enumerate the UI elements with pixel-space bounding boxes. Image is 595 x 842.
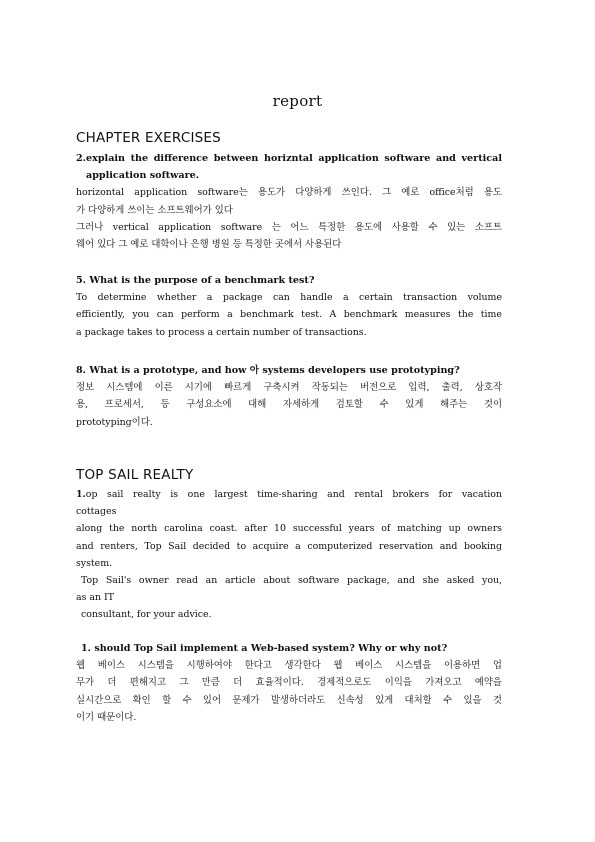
intro-line-5: system. <box>76 557 113 569</box>
top-sail-realty-heading: TOP SAIL REALTY <box>76 467 194 483</box>
question-5-block <box>76 272 502 341</box>
answer-2-line-1: horizontal application software는 용도가 다양하게 쓰인다. 그 예로 office처럼 용도 <box>76 187 502 199</box>
intro-line-1-text: op sail realty is one largest time-sharing and rental brokers for vacation <box>85 489 502 500</box>
answer-2-line-4: 웨어 있다 그 예로 대학이나 은행 병원 등 특정한 곳에서 사용된다 <box>76 239 342 251</box>
intro-line-7: as an IT <box>76 592 114 604</box>
top-sail-question-1-block <box>76 640 502 726</box>
intro-line-6: Top Sail's owner read an article about software package, and she asked you, <box>81 575 502 587</box>
question-2-block <box>76 150 502 253</box>
intro-line-8: consultant, for your advice. <box>81 609 212 621</box>
answer-2-line-2: 가 다양하게 쓰이는 소프트웨어가 있다 <box>76 204 233 216</box>
question-2-text-line-1: 2.explain the difference between horizntal application software and vertical <box>76 153 502 164</box>
intro-number: 1. <box>76 489 86 500</box>
question-5-text: 5. What is the purpose of a benchmark test? <box>76 275 315 286</box>
answer-8-line-2: 용, 프로세서, 등 구성요소에 대해 자세하게 검토할 수 있게 해주는 것이 <box>76 399 502 411</box>
top-sail-question-1-text: 1. should Top Sail implement a Web-based system? Why or why not? <box>81 643 448 654</box>
intro-line-1 <box>76 486 502 503</box>
chapter-exercises-heading: CHAPTER EXERCISES <box>76 130 221 146</box>
question-2-text-line-2: application software. <box>86 170 200 182</box>
top-sail-answer-1-line-4: 이기 때문이다. <box>76 711 137 723</box>
intro-line-2: cottages <box>76 506 117 518</box>
top-sail-answer-1-line-1: 웹 베이스 시스템을 시행하여야 한다고 생각한다 웹 베이스 시스템을 이용하면 업 <box>76 660 502 672</box>
question-8-block <box>76 362 502 431</box>
page-title: report <box>272 92 323 110</box>
top-sail-intro-block <box>76 486 502 624</box>
answer-8-line-3: prototyping이다. <box>76 416 153 428</box>
top-sail-answer-1-line-3: 실시간으로 확인 할 수 있어 문제가 발생하더라도 신속성 있게 대처할 수 있을 것 <box>76 694 502 706</box>
top-sail-answer-1-line-2: 무가 더 편해지고 그 만큼 더 효율적이다. 경제적으로도 이익을 가져오고 예약을 <box>76 677 502 689</box>
answer-2-line-3: 그러나 vertical application software 는 어느 특정한 용도에 사용할 수 있는 소프트 <box>76 221 502 233</box>
answer-5-line-3: a package takes to process a certain number of transactions. <box>76 326 367 338</box>
answer-5-line-2: efficiently, you can perform a benchmark test. A benchmark measures the time <box>76 309 502 321</box>
answer-8-line-1: 정보 시스템에 이른 시기에 빠르게 구축시켜 작동되는 버전으로 입력, 출력, 상호작 <box>76 382 502 394</box>
question-8-text: 8. What is a prototype, and how 아 systems developers use prototyping? <box>76 365 460 376</box>
intro-line-4: and renters, Top Sail decided to acquire a computerized reservation and booking <box>76 540 502 552</box>
intro-line-3: along the north carolina coast. after 10 successful years of matching up owners <box>76 523 502 535</box>
answer-5-line-1: To determine whether a package can handle a certain transaction volume <box>76 292 502 304</box>
